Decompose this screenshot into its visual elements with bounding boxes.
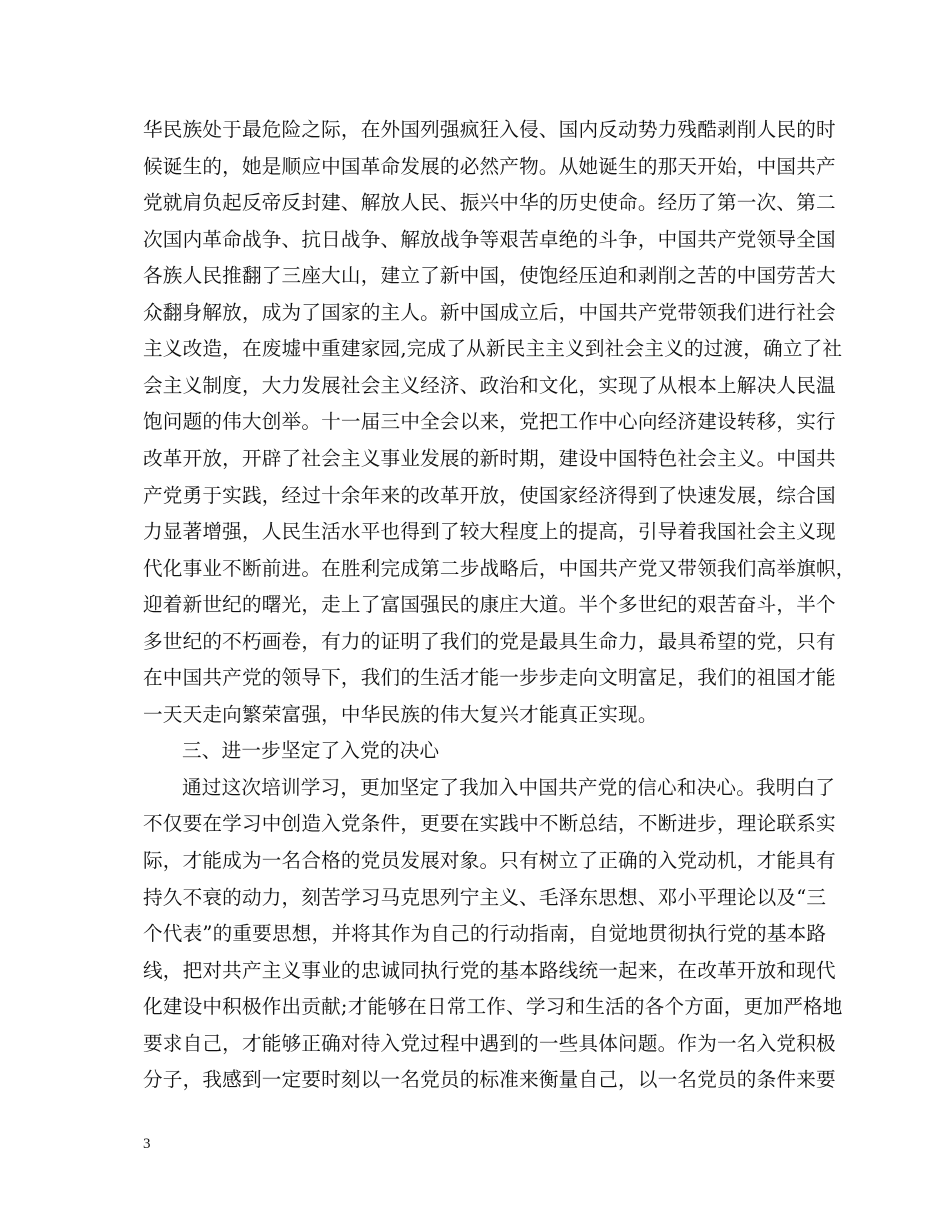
text-line: 华民族处于最危险之际，在外国列强疯狂入侵、国内反动势力残酷剥削人民的时 bbox=[143, 118, 836, 141]
text-line: 众翻身解放，成为了国家的主人。新中国成立后，中国共产党带领我们进行社会 bbox=[143, 300, 836, 324]
text-line: 党就肩负起反帝反封建、解放人民、振兴中华的历史使命。经历了第一次、第二 bbox=[143, 191, 836, 215]
text-line: 通过这次培训学习，更加坚定了我加入中国共产党的信心和决心。我明白了 bbox=[182, 775, 836, 799]
text-line: 际，才能成为一名合格的党员发展对象。只有树立了正确的入党动机，才能具有 bbox=[143, 849, 836, 872]
text-line: 多世纪的不朽画卷，有力的证明了我们的党是最具生命力，最具希望的党，只有 bbox=[143, 629, 836, 653]
text-line: 个代表”的重要思想，并将其作为自己的行动指南，自觉地贯彻执行党的基本路 bbox=[143, 922, 827, 946]
text-line: 代化事业不断前进。在胜利完成第二步战略后，中国共产党又带领我们高举旗帜， bbox=[143, 556, 856, 580]
text-line: 候诞生的，她是顺应中国革命发展的必然产物。从她诞生的那天开始，中国共产 bbox=[143, 154, 836, 178]
text-line: 产党勇于实践，经过十余年来的改革开放，使国家经济得到了快速发展，综合国 bbox=[143, 483, 836, 507]
page-number: 3 bbox=[143, 1136, 151, 1152]
text-line: 会主义制度，大力发展社会主义经济、政治和文化，实现了从根本上解决人民温 bbox=[143, 373, 836, 397]
text-line: 力显著增强，人民生活水平也得到了较大程度上的提高，引导着我国社会主义现 bbox=[143, 520, 836, 544]
text-line: 各族人民推翻了三座大山，建立了新中国，使饱经压迫和剥削之苦的中国劳苦大 bbox=[143, 264, 836, 288]
text-line: 线，把对共产主义事业的忠诚同执行党的基本路线统一起来，在改革开放和现代 bbox=[143, 958, 836, 982]
text-line: 主义改造，在废墟中重建家园,完成了从新民主主义到社会主义的过渡，确立了社 bbox=[143, 337, 843, 361]
text-line: 迎着新世纪的曙光，走上了富国强民的康庄大道。半个多世纪的艰苦奋斗，半个 bbox=[143, 593, 836, 617]
text-line: 改革开放，开辟了社会主义事业发展的新时期，建设中国特色社会主义。中国共 bbox=[143, 446, 836, 470]
section-heading: 三、进一步坚定了入党的决心 bbox=[182, 739, 440, 763]
text-line: 饱问题的伟大创举。十一届三中全会以来，党把工作中心向经济建设转移，实行 bbox=[143, 410, 836, 434]
text-line: 一天天走向繁荣富强，中华民族的伟大复兴才能真正实现。 bbox=[143, 702, 658, 726]
text-line: 不仅要在学习中创造入党条件，更要在实践中不断总结，不断进步，理论联系实 bbox=[143, 812, 836, 836]
text-line: 在中国共产党的领导下，我们的生活才能一步步走向文明富足，我们的祖国才能 bbox=[143, 666, 836, 690]
text-line: 分子，我感到一定要时刻以一名党员的标准来衡量自己，以一名党员的条件来要 bbox=[143, 1068, 836, 1092]
text-line: 要求自己，才能够正确对待入党过程中遇到的一些具体问题。作为一名入党积极 bbox=[143, 1031, 836, 1055]
text-line: 次国内革命战争、抗日战争、解放战争等艰苦卓绝的斗争，中国共产党领导全国 bbox=[143, 227, 836, 251]
text-line: 化建设中积极作出贡献;才能够在日常工作、学习和生活的各个方面，更加严格地 bbox=[143, 995, 843, 1019]
text-line: 持久不衰的动力，刻苦学习马克思列宁主义、毛泽东思想、邓小平理论以及“三 bbox=[143, 885, 827, 909]
